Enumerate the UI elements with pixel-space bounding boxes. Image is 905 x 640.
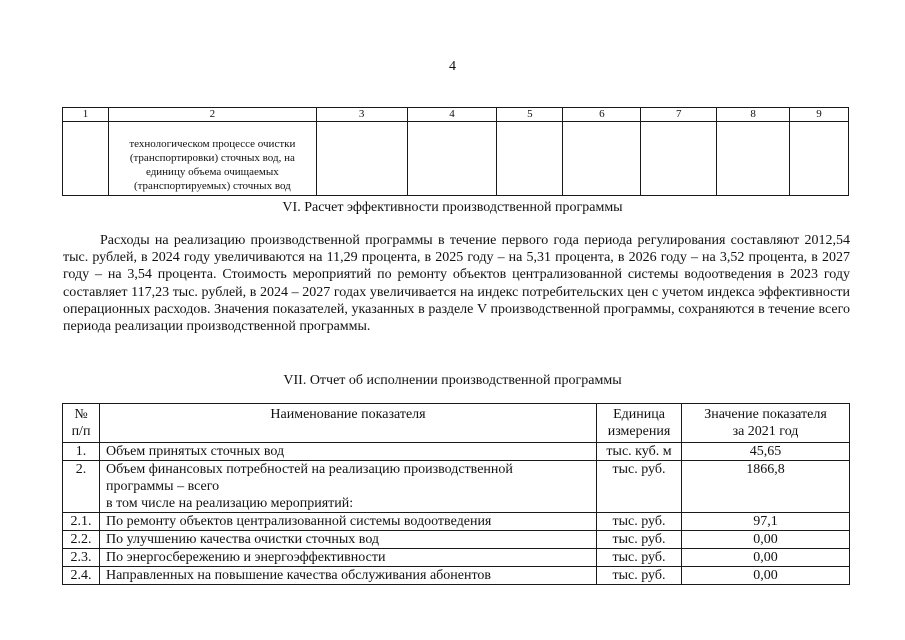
empty-cell	[563, 122, 641, 196]
empty-cell	[497, 122, 563, 196]
row-unit: тыс. руб.	[597, 549, 682, 567]
section-6-paragraph: Расходы на реализацию производственной программы в течение первого года периода регулирования составляют 2012,54 тыс. рублей, в 2024 году увеличиваются на 11,29 процента, в 2025 году – на 5,31 процента, в 2026 году – на 3,52 процента, в 2027 году – на 3,54 процента. Стоимость мероприятий по ремонту объектов централизованной системы водоотведения в 2023 году составляет 117,23 тыс. рублей, в 2024 – 2027 годах увеличивается на индекс потребительских цен с учетом индекса эффективности операционных расходов. Значения показателей, указанных в разделе V производственной программы, сохраняются в течение всего периода реализации производственной программы.	[63, 233, 850, 335]
row-name-line: в том числе на реализацию мероприятий:	[106, 496, 354, 511]
description-line: технологическом процессе очистки	[129, 138, 296, 150]
row-number: 1.	[63, 443, 100, 461]
section-7-heading: VII. Отчет об исполнении производственной программы	[283, 373, 622, 388]
row-value: 0,00	[682, 567, 850, 585]
row-number: 2.1.	[63, 513, 100, 531]
row-unit: тыс. руб.	[597, 531, 682, 549]
row-number: 2.4.	[63, 567, 100, 585]
row-value: 0,00	[682, 531, 850, 549]
header-number-line1: №	[74, 407, 88, 422]
row-value: 97,1	[682, 513, 850, 531]
header-unit-line2: измерения	[607, 424, 671, 439]
row-name	[100, 531, 597, 549]
section-6-heading: VI. Расчет эффективности производственной программы	[282, 200, 623, 215]
row-unit: тыс. руб.	[597, 567, 682, 585]
row-name-line: По улучшению качества очистки сточных вод	[106, 532, 380, 547]
description-line: единицу объема очищаемых	[145, 166, 279, 178]
row-unit: тыс. руб.	[597, 513, 682, 531]
report-table-header	[63, 404, 850, 443]
row-name	[100, 567, 597, 585]
empty-cell	[407, 122, 497, 196]
row-value: 45,65	[682, 443, 850, 461]
row-value: 0,00	[682, 549, 850, 567]
header-number-cell	[63, 404, 100, 443]
row-name-line: программы – всего	[106, 479, 220, 494]
row-name-line: Объем принятых сточных вод	[106, 444, 285, 459]
column-number-cell: 1	[63, 108, 109, 122]
header-unit-line1: Единица	[613, 407, 665, 422]
header-number-line2: п/п	[71, 424, 91, 439]
empty-cell	[717, 122, 790, 196]
empty-cell	[316, 122, 407, 196]
column-number-cell: 2	[108, 108, 316, 122]
column-number-cell: 3	[316, 108, 407, 122]
description-line: (транспортировки) сточных вод, на	[129, 152, 295, 164]
description-line: (транспортируемых) сточных вод	[133, 180, 291, 192]
column-number-cell: 9	[790, 108, 849, 122]
header-name-cell: Наименование показателя	[100, 404, 597, 443]
row-name	[100, 461, 597, 513]
table-row	[63, 461, 850, 513]
header-value-line2: за 2021 год	[732, 424, 799, 439]
row-unit: тыс. руб.	[597, 461, 682, 513]
column-number-row	[63, 108, 849, 122]
row-name	[100, 513, 597, 531]
column-number-cell: 4	[407, 108, 497, 122]
row-number: 2.	[63, 461, 100, 513]
row-number: 2.2.	[63, 531, 100, 549]
empty-cell	[790, 122, 849, 196]
empty-cell	[63, 122, 109, 196]
indicator-description-cell	[108, 122, 316, 196]
table-row	[63, 531, 850, 549]
column-number-cell: 7	[641, 108, 717, 122]
row-number: 2.3.	[63, 549, 100, 567]
table-row	[63, 567, 850, 585]
header-unit-cell	[597, 404, 682, 443]
table-row	[63, 122, 849, 196]
row-name-line: Объем финансовых потребностей на реализацию производственной	[106, 462, 513, 477]
column-number-cell: 8	[717, 108, 790, 122]
header-value-cell	[682, 404, 850, 443]
row-unit: тыс. куб. м	[597, 443, 682, 461]
report-table	[62, 403, 850, 585]
header-value-line1: Значение показателя	[704, 407, 827, 422]
row-value: 1866,8	[682, 461, 850, 513]
row-name-line: По ремонту объектов централизованной системы водоотведения	[106, 514, 492, 529]
continuation-table	[62, 107, 849, 196]
table-row	[63, 549, 850, 567]
column-number-cell: 6	[563, 108, 641, 122]
row-name	[100, 443, 597, 461]
table-row	[63, 513, 850, 531]
row-name-line: Направленных на повышение качества обслуживания абонентов	[106, 568, 492, 583]
table-row	[63, 443, 850, 461]
row-name	[100, 549, 597, 567]
row-name-line: По энергосбережению и энергоэффективности	[106, 550, 386, 565]
column-number-cell: 5	[497, 108, 563, 122]
page-number: 4	[449, 59, 456, 74]
empty-cell	[641, 122, 717, 196]
